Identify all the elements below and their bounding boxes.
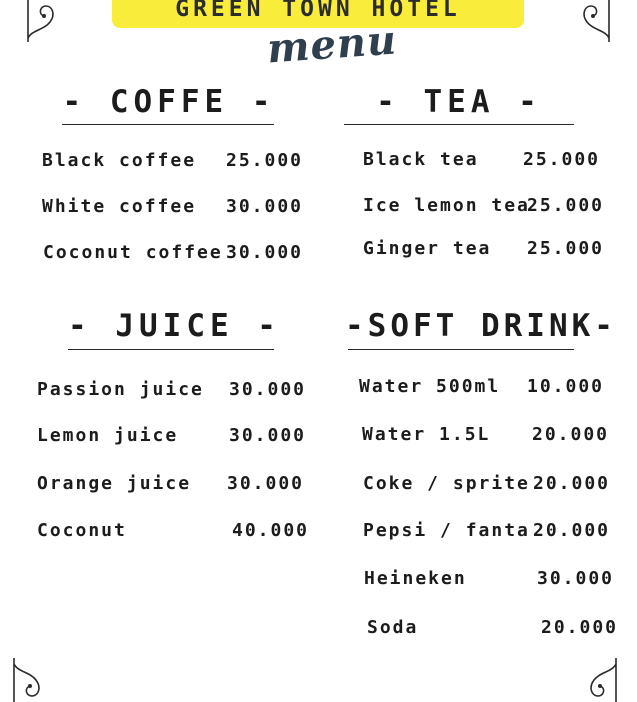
- ornament-top-left-icon: [22, 0, 72, 50]
- ornament-top-right-icon: [565, 0, 615, 50]
- tea-item-name: Ginger tea: [363, 238, 492, 259]
- juice-item-price: 30.000: [229, 425, 307, 446]
- juice-heading: - JUICE -: [68, 308, 281, 344]
- soft-drink-divider: [348, 349, 574, 350]
- tea-item-price: 25.000: [527, 195, 605, 216]
- coffee-heading: - COFFE -: [62, 84, 276, 120]
- juice-item-price: 40.000: [232, 520, 310, 541]
- juice-item-name: Coconut: [37, 520, 127, 541]
- juice-item-name: Orange juice: [37, 473, 192, 494]
- soft-drink-item-name: Water 1.5L: [362, 424, 491, 445]
- coffee-divider: [62, 124, 274, 125]
- coffee-item-name: Black coffee: [42, 150, 197, 171]
- coffee-item-price: 30.000: [226, 196, 304, 217]
- menu-script-title: menu: [265, 16, 399, 73]
- tea-item-price: 25.000: [523, 149, 601, 170]
- tea-item-price: 25.000: [527, 238, 605, 259]
- juice-item-price: 30.000: [229, 379, 307, 400]
- coffee-item-price: 30.000: [226, 242, 304, 263]
- juice-divider: [68, 349, 274, 350]
- soft-drink-item-price: 10.000: [527, 376, 605, 397]
- ornament-bottom-left-icon: [8, 652, 58, 702]
- soft-drink-heading: -SOFT DRINK-: [345, 308, 617, 344]
- soft-drink-item-price: 20.000: [541, 617, 619, 638]
- juice-item-name: Lemon juice: [37, 425, 179, 446]
- soft-drink-item-price: 20.000: [532, 424, 610, 445]
- soft-drink-item-name: Coke / sprite: [363, 473, 530, 494]
- tea-heading: - TEA -: [376, 84, 542, 120]
- coffee-item-price: 25.000: [226, 150, 304, 171]
- hotel-name: GREEN TOWN HOTEL: [175, 0, 461, 22]
- tea-divider: [344, 124, 574, 125]
- coffee-item-name: Coconut coffee: [43, 242, 223, 263]
- soft-drink-item-name: Soda: [367, 617, 419, 638]
- soft-drink-item-name: Heineken: [364, 568, 467, 589]
- soft-drink-item-price: 30.000: [537, 568, 615, 589]
- soft-drink-item-name: Pepsi / fanta: [363, 520, 530, 541]
- soft-drink-item-price: 20.000: [533, 520, 611, 541]
- tea-item-name: Black tea: [363, 149, 479, 170]
- juice-item-price: 30.000: [227, 473, 305, 494]
- juice-item-name: Passion juice: [37, 379, 204, 400]
- tea-item-name: Ice lemon tea: [363, 195, 530, 216]
- soft-drink-item-name: Water 500ml: [359, 376, 501, 397]
- soft-drink-item-price: 20.000: [533, 473, 611, 494]
- coffee-item-name: White coffee: [42, 196, 197, 217]
- ornament-bottom-right-icon: [572, 652, 622, 702]
